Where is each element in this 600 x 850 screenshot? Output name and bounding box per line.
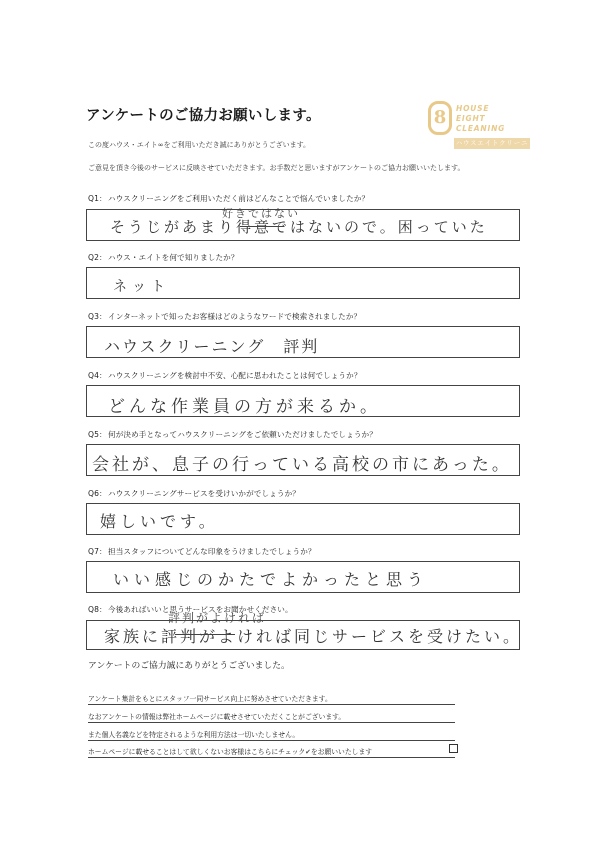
answer-2-text: ネット [113, 279, 170, 295]
intro-line-1: この度ハウス・エイト∞をご利用いただき誠にありがとうございます。 [88, 141, 311, 149]
opt-out-checkbox[interactable] [449, 744, 458, 753]
answer-1-insertion: 好きではない [222, 207, 300, 220]
question-number: Q6： [88, 489, 107, 498]
note-line-4-text: ホームページに載せることはして欲しくないお客様はこちらにチェック [88, 748, 306, 756]
question-number: Q5： [88, 430, 107, 439]
question-text: 今後あればいいと思うサービスをお聞かせください。 [108, 605, 293, 614]
note-line-3: また個人名義などを特定されるような利用方法は一切いたしません。 [88, 729, 455, 741]
answer-3-text: ハウスクリーニング 評判 [104, 337, 320, 356]
question-number: Q1： [88, 194, 107, 203]
question-number: Q8： [88, 605, 107, 614]
answer-6-text: 嬉しいです。 [100, 512, 219, 531]
logo-text-eight: EIGHT [456, 114, 486, 123]
logo-mark-eight: 8 [428, 101, 452, 135]
answer-8-insertion: 評判がよければ [168, 611, 267, 625]
thanks-message: アンケートのご協力誠にありがとうございました。 [88, 661, 290, 671]
note-line-4-suffix: をお願いいたします [310, 748, 373, 756]
question-6 [88, 488, 300, 499]
logo-text-cleaning: CLEANING [456, 124, 506, 133]
question-5 [88, 429, 377, 440]
answer-1-strike [240, 226, 284, 227]
question-number: Q7： [88, 547, 107, 556]
answer-5-text: 会社が、息子の行っている高校の市にあった。 [92, 455, 512, 475]
question-text: 担当スタッフについてどんな印象をうけましたでしょうか？ [108, 547, 316, 556]
question-1 [88, 193, 369, 204]
question-number: Q3： [88, 312, 107, 321]
answer-8-text: 家族に評判がよければ同じサービスを受けたい。 [104, 627, 523, 646]
question-text: ハウスクリーニングサービスを受けいかがでしょうか？ [108, 489, 300, 498]
answer-7-text: いい感じのかたでよかったと思う [113, 570, 429, 589]
question-number: Q2： [88, 253, 107, 262]
intro-line-2: ご意見を頂き今後のサービスに反映させていただきます。お手数だと思いますがアンケートのご協力お願いいたします。 [88, 164, 465, 172]
answer-4-text: どんな作業員の方が来るか。 [108, 397, 381, 417]
note-line-1: アンケート集計をもとにスタッフ一同サービス向上に努めさせていただきます。 [88, 693, 455, 705]
question-4 [88, 370, 362, 381]
page-title: アンケートのご協力お願いします。 [86, 108, 321, 124]
logo-text-house: HOUSE [456, 104, 490, 113]
question-number: Q4： [88, 371, 107, 380]
question-text: インターネットで知ったお客様はどのようなワードで検索されましたか？ [108, 312, 362, 321]
question-2 [88, 252, 239, 263]
question-text: ハウスクリーニングをご利用いただく前はどんなことで悩んでいましたか？ [108, 194, 370, 203]
answer-8-strike [175, 634, 235, 635]
company-logo [428, 101, 529, 158]
answer-1-text: そうじがあまり得意ではないので。困っていた [110, 218, 488, 236]
question-text: 何が決め手となってハウスクリーニングをご依頼いただけましたでしょうか？ [108, 430, 377, 439]
note-line-2: なおアンケートの情報は弊社ホームページに載せさせていただくことがございます。 [88, 711, 455, 723]
question-text: ハウスクリーニングを検討中不安、心配に思われたことは何でしょうか？ [108, 371, 362, 380]
check-mark-icon: ✔ [305, 748, 311, 756]
question-text: ハウス・エイトを何で知りましたか？ [108, 253, 239, 262]
note-line-4 [88, 746, 455, 758]
question-7 [88, 546, 316, 557]
question-3 [88, 311, 361, 322]
logo-subtitle: ハウスエイトクリーニング [455, 139, 529, 158]
